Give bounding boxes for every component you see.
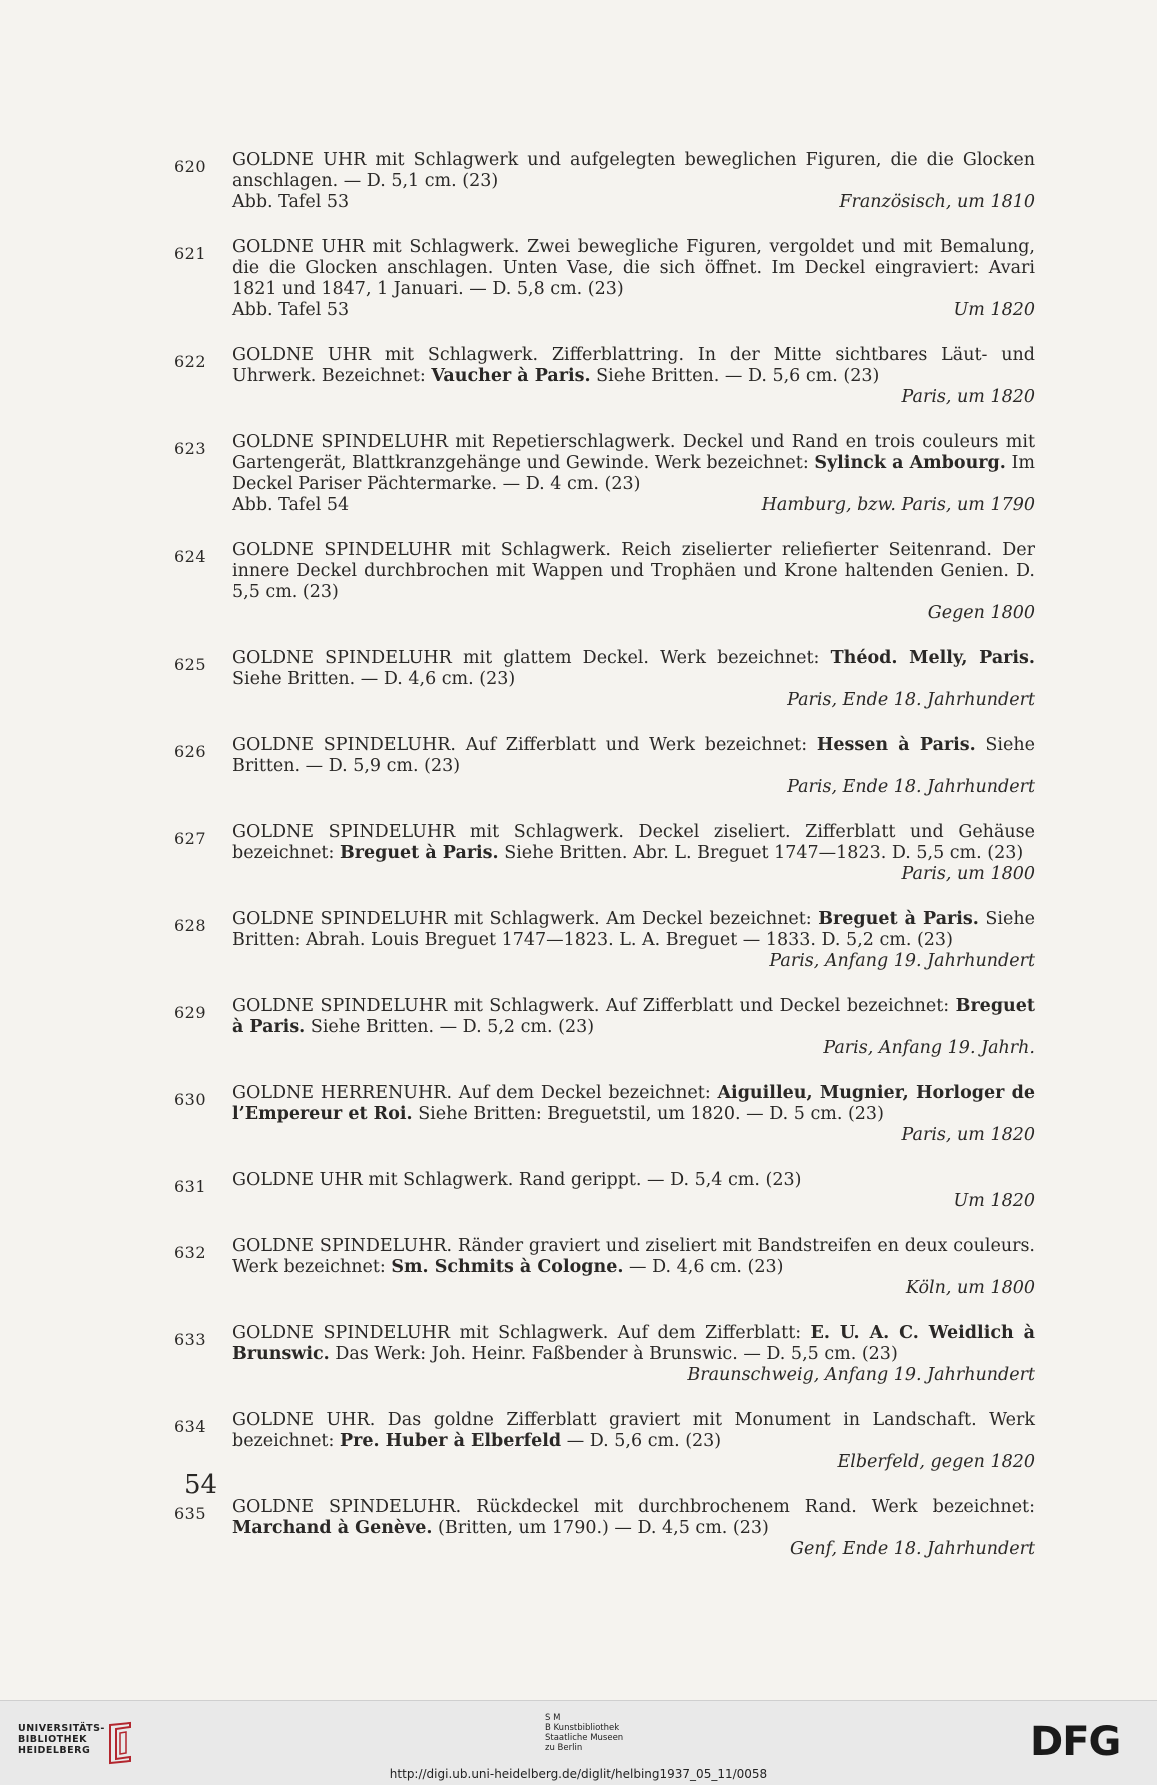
entry-description — [232, 345, 1035, 387]
plate-reference: Abb. Tafel 53 — [232, 300, 350, 320]
entry-text: Siehe Britten. — D. 4,6 cm. (23) — [232, 669, 516, 689]
page-number: 54 — [184, 1470, 218, 1500]
entry-text: GOLDNE UHR mit Schlagwerk. Zwei bewegliche Figuren, vergoldet und mit Bemalung, die die Glocken anschlagen. Unten Vase, die sich öffnet. Im Deckel eingraviert: Avari 1821 und 1847, 1 Januari. — D. 5,8 cm. (23) — [232, 237, 1035, 299]
catalog-entry — [174, 345, 1035, 408]
maker-signature: Breguet à Paris. — [339, 843, 499, 863]
plate-reference-line — [232, 300, 1035, 321]
maker-signature: Pre. Huber à Elberfeld — [339, 1431, 562, 1451]
entry-text: GOLDNE UHR. Das goldne Zifferblatt graviert mit Monument in Landschaft. Werk bezeichnet: — [232, 1410, 1035, 1451]
entry-origin: Gegen 1800 — [927, 603, 1035, 623]
entry-text: GOLDNE SPINDELUHR mit Schlagwerk. Am Deckel bezeichnet: — [232, 909, 819, 929]
entry-number: 630 — [174, 1090, 207, 1109]
entry-number: 635 — [174, 1504, 207, 1523]
library-emblem-icon — [104, 1719, 136, 1765]
entry-number: 625 — [174, 655, 207, 674]
maker-signature: Théod. Melly, Paris. — [830, 648, 1035, 668]
entry-number: 628 — [174, 916, 207, 935]
viewer-footer — [0, 1700, 1157, 1785]
entry-number: 629 — [174, 1003, 207, 1022]
smb-line-2: B Kunstbibliothek — [545, 1723, 620, 1733]
plate-reference-line — [232, 192, 1035, 213]
entry-text: GOLDNE UHR mit Schlagwerk. Zifferblattring. In der Mitte sichtbares Läut- und Uhrwerk. Bezeichnet: — [232, 345, 1035, 386]
entry-text: — D. 4,6 cm. (23) — [623, 1257, 784, 1277]
entry-origin: Genf, Ende 18. Jahrhundert — [790, 1539, 1035, 1559]
entry-origin: Paris, Anfang 19. Jahrh. — [823, 1038, 1035, 1058]
catalog-entry — [174, 1170, 1035, 1212]
entry-number: 627 — [174, 829, 207, 848]
entry-text: GOLDNE SPINDELUHR. Auf Zifferblatt und Werk bezeichnet: — [232, 735, 817, 755]
entry-origin: Paris, um 1820 — [901, 1125, 1035, 1145]
maker-signature: Sylinck a Ambourg. — [814, 453, 1006, 473]
dfg-logo[interactable]: DFG — [1030, 1719, 1121, 1765]
entry-number: 621 — [174, 244, 207, 263]
entry-text: Das Werk: Joh. Heinr. Faßbender à Brunswic. — D. 5,5 cm. (23) — [329, 1344, 898, 1364]
entry-description — [232, 735, 1035, 777]
uni-line-1: UNIVERSITÄTS- — [18, 1723, 105, 1734]
entry-text: Siehe Britten: Breguetstil, um 1820. — D. 5 cm. (23) — [412, 1104, 884, 1124]
entry-text: Im Deckel Pariser Pächtermarke. — D. 4 cm. (23) — [232, 453, 1036, 494]
entry-text: GOLDNE HERRENUHR. Auf dem Deckel bezeichnet: — [232, 1083, 718, 1103]
catalog-entry — [174, 648, 1035, 711]
maker-signature: Breguet à Paris. — [232, 996, 1035, 1037]
catalog-entry — [174, 1410, 1035, 1473]
entry-text: Siehe Britten. — D. 5,2 cm. (23) — [305, 1017, 595, 1037]
entry-description — [232, 1236, 1035, 1278]
entry-text: GOLDNE UHR mit Schlagwerk und aufgelegten beweglichen Figuren, die die Glocken anschlagen. — D. 5,1 cm. (23) — [232, 150, 1035, 191]
entry-description — [232, 1410, 1035, 1452]
entry-origin: Französisch, um 1810 — [839, 192, 1035, 212]
catalog-entry — [174, 735, 1035, 798]
entry-text: (Britten, um 1790.) — D. 4,5 cm. (23) — [432, 1518, 769, 1538]
entry-description — [232, 996, 1035, 1038]
entry-description — [232, 648, 1035, 690]
maker-signature: Aiguilleu, Mugnier, Horloger de l’Empereur et Roi. — [232, 1083, 1035, 1124]
permalink-url[interactable]: http://digi.ub.uni-heidelberg.de/diglit/helbing1937_05_11/0058 — [389, 1767, 768, 1781]
entry-text: GOLDNE SPINDELUHR mit Schlagwerk. Auf Zifferblatt und Deckel bezeichnet: — [232, 996, 956, 1016]
entry-number: 623 — [174, 439, 207, 458]
entry-text: GOLDNE SPINDELUHR mit Schlagwerk. Reich ziselierter reliefierter Seitenrand. Der innere Deckel durchbrochen mit Wappen und Trophäen und Krone haltenden Genien. D. 5,5 cm. (23) — [232, 540, 1035, 602]
entry-text: GOLDNE SPINDELUHR mit glattem Deckel. Werk bezeichnet: — [232, 648, 831, 668]
maker-signature: Hessen à Paris. — [816, 735, 976, 755]
entry-text: Siehe Britten. — D. 5,6 cm. (23) — [590, 366, 880, 386]
entry-text: GOLDNE SPINDELUHR mit Repetierschlagwerk. Deckel und Rand en trois couleurs mit Gartengerät, Blattkranzgehänge und Gewinde. Werk bezeichnet: — [232, 432, 1035, 473]
entry-origin: Paris, Ende 18. Jahrhundert — [787, 690, 1035, 710]
smb-line-4: zu Berlin — [545, 1743, 583, 1753]
catalog-entry — [174, 996, 1035, 1059]
maker-signature: Vaucher à Paris. — [431, 366, 591, 386]
entry-origin: Um 1820 — [953, 300, 1035, 320]
entry-text: Siehe Britten. — D. 5,9 cm. (23) — [232, 735, 1035, 776]
maker-signature: Breguet à Paris. — [818, 909, 979, 929]
entry-origin: Paris, um 1820 — [901, 387, 1035, 407]
catalog-entries — [174, 150, 1036, 1584]
plate-reference-line — [232, 495, 1035, 516]
entry-number: 632 — [174, 1243, 207, 1262]
entry-description — [232, 1323, 1035, 1365]
entry-description — [232, 237, 1035, 300]
entry-text: GOLDNE SPINDELUHR mit Schlagwerk. Auf dem Zifferblatt: — [232, 1323, 811, 1343]
university-library-logo[interactable] — [18, 1723, 105, 1756]
entry-number: 622 — [174, 352, 207, 371]
catalog-entry — [174, 237, 1035, 321]
entry-text: GOLDNE UHR mit Schlagwerk. Rand gerippt. — D. 5,4 cm. (23) — [232, 1170, 802, 1190]
uni-line-3: HEIDELBERG — [18, 1745, 91, 1756]
entry-number: 620 — [174, 157, 207, 176]
maker-signature: Marchand à Genève. — [232, 1518, 433, 1538]
entry-origin: Hamburg, bzw. Paris, um 1790 — [761, 495, 1035, 515]
entry-number: 633 — [174, 1330, 207, 1349]
entry-text: GOLDNE SPINDELUHR mit Schlagwerk. Deckel ziseliert. Zifferblatt und Gehäuse bezeichnet: — [232, 822, 1035, 863]
catalog-entry — [174, 822, 1035, 885]
entry-description — [232, 909, 1035, 951]
entry-description — [232, 1497, 1035, 1539]
entry-number: 624 — [174, 547, 207, 566]
catalog-entry — [174, 1323, 1035, 1386]
entry-origin: Um 1820 — [953, 1191, 1035, 1211]
entry-origin: Paris, Anfang 19. Jahrhundert — [769, 951, 1035, 971]
entry-description — [232, 150, 1035, 192]
uni-line-2: BIBLIOTHEK — [18, 1734, 87, 1745]
entry-number: 631 — [174, 1177, 207, 1196]
catalog-entry — [174, 150, 1035, 213]
plate-reference: Abb. Tafel 53 — [232, 192, 350, 212]
catalog-entry — [174, 1236, 1035, 1299]
entry-description — [232, 1083, 1035, 1125]
entry-text: GOLDNE SPINDELUHR. Rückdeckel mit durchbrochenem Rand. Werk bezeichnet: — [232, 1497, 1035, 1517]
entry-origin: Paris, um 1800 — [901, 864, 1035, 884]
maker-signature: E. U. A. C. Weidlich à Brunswic. — [232, 1323, 1035, 1364]
entry-number: 626 — [174, 742, 207, 761]
entry-description — [232, 1170, 1035, 1191]
smb-line-1: S M — [545, 1713, 561, 1723]
entry-text: GOLDNE SPINDELUHR. Ränder graviert und ziseliert mit Bandstreifen en deux couleurs. Werk bezeichnet: — [232, 1236, 1035, 1277]
smb-line-3: Staatliche Museen — [545, 1733, 624, 1743]
entry-text: Siehe Britten. Abr. L. Breguet 1747—1823. D. 5,5 cm. (23) — [498, 843, 1024, 863]
catalog-entry — [174, 1083, 1035, 1146]
entry-description — [232, 432, 1035, 495]
entry-text: Siehe Britten: Abrah. Louis Breguet 1747—1823. L. A. Breguet — 1833. D. 5,2 cm. (23) — [232, 909, 1035, 950]
maker-signature: Sm. Schmits à Cologne. — [391, 1257, 624, 1277]
catalog-entry — [174, 432, 1036, 516]
entry-origin: Elberfeld, gegen 1820 — [837, 1452, 1035, 1472]
entry-text: — D. 5,6 cm. (23) — [561, 1431, 722, 1451]
entry-number: 634 — [174, 1417, 207, 1436]
catalog-entry — [174, 1497, 1035, 1560]
entry-origin: Köln, um 1800 — [905, 1278, 1035, 1298]
entry-description — [232, 822, 1035, 864]
entry-origin: Braunschweig, Anfang 19. Jahrhundert — [687, 1365, 1035, 1385]
smb-kunstbibliothek-logo[interactable] — [545, 1713, 623, 1753]
plate-reference: Abb. Tafel 54 — [232, 495, 350, 515]
entry-description — [232, 540, 1035, 603]
catalog-entry — [174, 540, 1035, 624]
catalog-entry — [174, 909, 1035, 972]
entry-origin: Paris, Ende 18. Jahrhundert — [787, 777, 1035, 797]
